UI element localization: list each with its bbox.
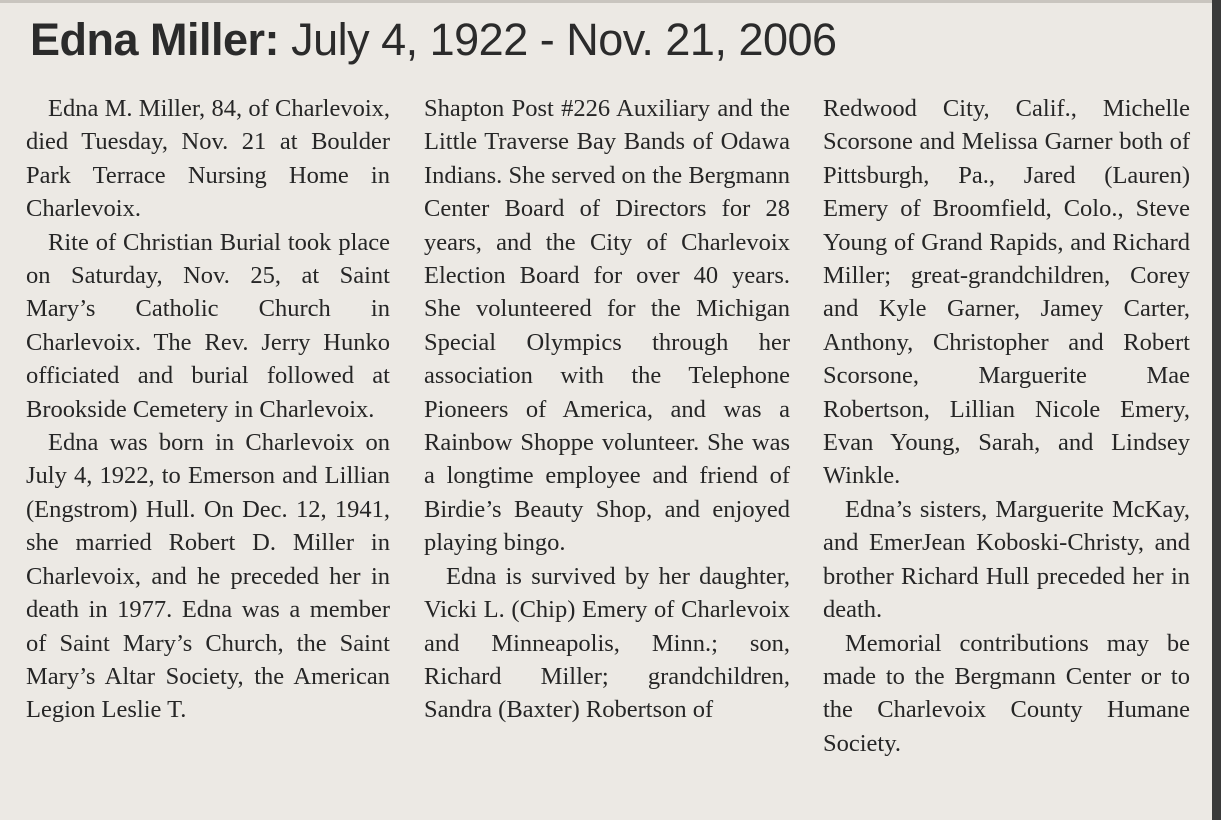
column-3: [823, 92, 1190, 760]
headline-dates: July 4, 1922 - Nov. 21, 2006: [291, 14, 837, 65]
paragraph: Edna is survived by her daughter, Vicki L. (Chip) Emery of Charlevoix and Minneapolis, Minn.; son, Richard Miller; grandchildren, Sandra (Baxter) Robertson of: [424, 562, 790, 724]
paragraph: Edna was born in Charlevoix on July 4, 1922, to Emerson and Lillian (Engstrom) Hull. On Dec. 12, 1941, she married Robert D. Miller in Charlevoix, and he preceded her in death in 1977. Edna was a member of Saint Mary’s Church, the Saint Mary’s Altar Society, the American Legion Leslie T.: [26, 429, 390, 724]
paragraph: Rite of Christian Burial took place on Saturday, Nov. 25, at Saint Mary’s Catholic Church in Charlevoix. The Rev. Jerry Hunko officiated and burial followed at Brookside Cemetery in Charlevoix.: [26, 228, 390, 423]
column-2: [424, 92, 790, 727]
headline-name: Edna Miller:: [30, 14, 280, 65]
headline: [30, 12, 837, 68]
column-1: [26, 92, 390, 727]
paragraph: Edna M. Miller, 84, of Charlevoix, died Tuesday, Nov. 21 at Boulder Park Terrace Nursing Home in Charlevoix.: [26, 95, 390, 223]
paragraph: Edna’s sisters, Marguerite McKay, and EmerJean Koboski-Christy, and brother Richard Hull preceded her in death.: [823, 495, 1190, 624]
scan-edge-right: [1212, 0, 1221, 820]
page-edge-top: [0, 0, 1221, 3]
paragraph-continued: Shapton Post #226 Auxiliary and the Little Traverse Bay Bands of Odawa Indians. She served on the Bergmann Center Board of Directors for 28 years, and the City of Charlevoix Election Board for over 40 years. She volunteered for the Michigan Special Olympics through her association with the Telephone Pioneers of America, and was a Rainbow Shoppe volunteer. She was a longtime employee and friend of Birdie’s Beauty Shop, and enjoyed playing bingo.: [424, 95, 790, 557]
paragraph-continued: Redwood City, Calif., Michelle Scorsone and Melissa Garner both of Pittsburgh, Pa., Jared (Lauren) Emery of Broomfield, Colo., Steve Young of Grand Rapids, and Richard Miller; great-grandchildren, Corey and Kyle Garner, Jamey Carter, Anthony, Christopher and Robert Scorsone, Marguerite Mae Robertson, Lillian Nicole Emery, Evan Young, Sarah, and Lindsey Winkle.: [823, 95, 1190, 490]
paragraph: Memorial contributions may be made to the Bergmann Center or to the Charlevoix County Humane Society.: [823, 629, 1190, 757]
